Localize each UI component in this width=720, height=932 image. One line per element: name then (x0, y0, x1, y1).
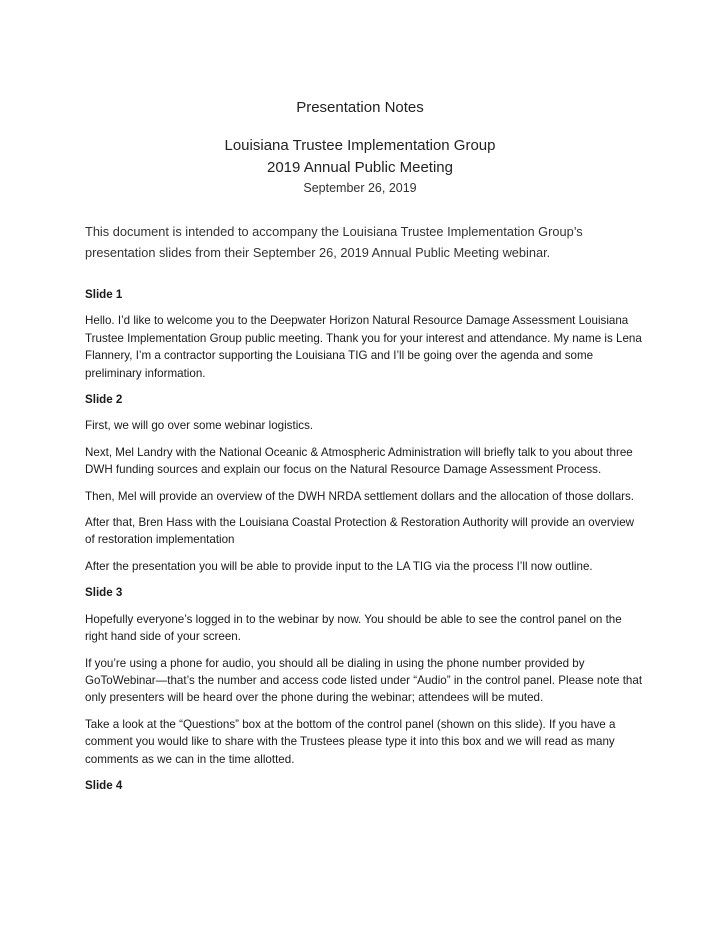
note-paragraph: Then, Mel will provide an overview of the DWH NRDA settlement dollars and the allocation of those dollars. (85, 489, 635, 503)
note-paragraph: After that, Bren Hass with the Louisiana Coastal Protection & Restoration Authority will provide an overview of restoration implementation (85, 516, 635, 547)
meeting-date: September 26, 2019 (303, 181, 417, 195)
slide-heading: Slide 3 (85, 586, 123, 600)
intro-paragraph: This document is intended to accompany the Louisiana Trustee Implementation Group’s presentation slides from their September 26, 2019 Annual Public Meeting webinar. (85, 224, 583, 260)
note-paragraph: Next, Mel Landry with the National Oceanic & Atmospheric Administration will briefly talk to you about three DWH funding sources and explain our focus on the Natural Resource Damage Assessment Process. (85, 445, 633, 477)
note-paragraph: First, we will go over some webinar logistics. (85, 419, 314, 433)
note-paragraph: If you’re using a phone for audio, you should all be dialing in using the phone number provided by GoToWebinar—that’s the number and access code listed under “Audio” in the control panel. Please note that only presenters will be heard over the phone during the webinar; attendees will be muted. (85, 656, 643, 705)
note-paragraph: Hopefully everyone’s logged in to the webinar by now. You should be able to see the control panel on the right hand side of your screen. (85, 612, 622, 644)
meeting-name: 2019 Annual Public Meeting (267, 159, 453, 176)
note-paragraph: After the presentation you will be able to provide input to the LA TIG via the process I’ll now outline. (85, 559, 593, 573)
slide-heading: Slide 1 (85, 288, 123, 301)
slide-heading: Slide 4 (85, 778, 123, 792)
note-paragraph: Take a look at the “Questions” box at the bottom of the control panel (shown on this slide). If you have a comment you would like to share with the Trustees please type it into this box and we will read as many comments as we can in the time allotted. (85, 717, 616, 766)
notes-body (85, 286, 645, 803)
note-paragraph: Hello. I’d like to welcome you to the Deepwater Horizon Natural Resource Damage Assessment Louisiana Trustee Implementation Group public meeting. Thank you for your interest and attendance. My name is Lena Flannery, I’m a contractor supporting the Louisiana TIG and I’ll be going over the agenda and some preliminary information. (85, 314, 642, 380)
group-name: Louisiana Trustee Implementation Group (224, 137, 496, 154)
slide-heading: Slide 2 (85, 393, 123, 407)
document-title: Presentation Notes (296, 99, 424, 116)
